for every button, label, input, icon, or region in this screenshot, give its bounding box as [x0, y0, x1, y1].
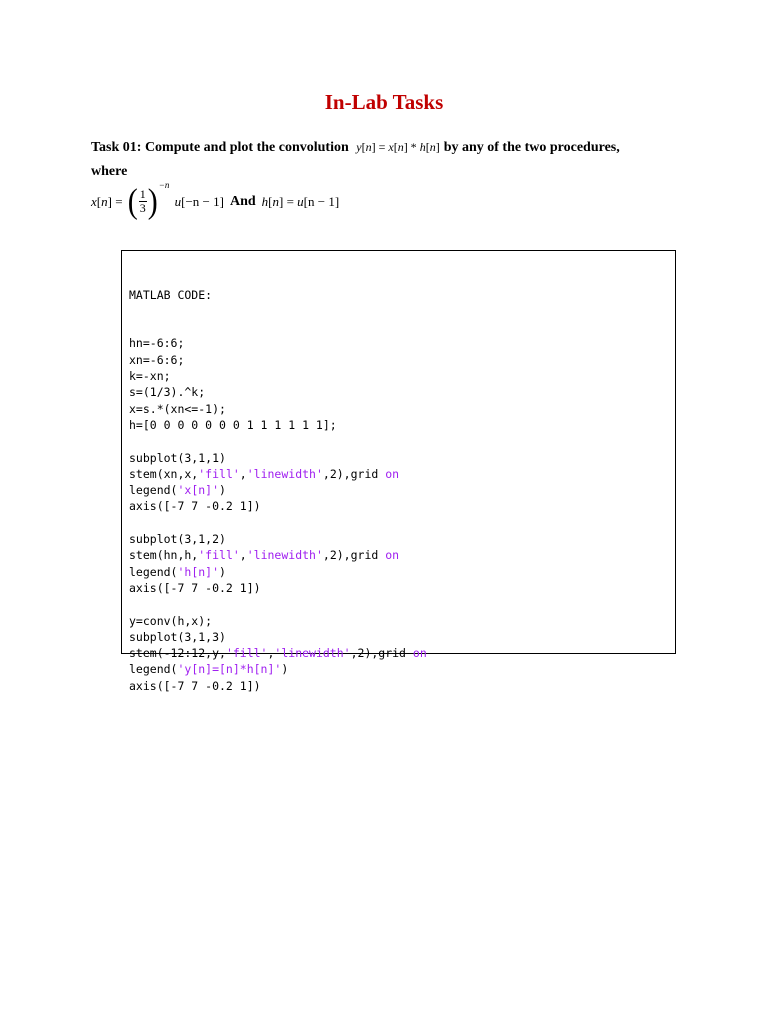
- h-lhs: h: [261, 194, 269, 209]
- code-text: hn=-6:6;: [129, 336, 185, 351]
- fraction: [139, 188, 147, 215]
- code-line: [129, 498, 427, 514]
- code-keyword: on: [385, 548, 400, 563]
- code-text: ): [219, 564, 226, 579]
- code-keyword: 'linewidth': [274, 646, 351, 661]
- code-line: [129, 384, 427, 400]
- code-line: [129, 580, 427, 596]
- code-line: [129, 466, 427, 482]
- code-text: ): [281, 662, 289, 677]
- and-label: And: [229, 194, 256, 209]
- matlab-code: [129, 254, 427, 694]
- code-line: [129, 433, 427, 449]
- code-text: legend(: [129, 662, 178, 677]
- code-keyword: 'linewidth': [246, 466, 323, 481]
- code-text: stem(xn,x,: [129, 466, 199, 481]
- code-keyword: 'fill': [198, 548, 240, 563]
- matlab-code-box: [121, 250, 676, 693]
- code-text: ,2),grid: [322, 548, 386, 563]
- code-line: [129, 531, 427, 547]
- code-keyword: 'linewidth': [246, 548, 323, 563]
- convolution-equation: y[n] = x[n] * h[n]: [356, 140, 440, 154]
- code-text: xn=-6:6;: [129, 352, 185, 367]
- h-rhs-u: u: [297, 194, 304, 209]
- code-text: k=-xn;: [129, 369, 171, 384]
- code-text: subplot(3,1,1): [129, 450, 226, 465]
- code-text: subplot(3,1,2): [129, 532, 226, 547]
- code-line: [129, 629, 427, 645]
- x-lhs-n: n: [101, 194, 108, 209]
- eq-n2: n: [397, 140, 404, 154]
- code-text: ,2),grid: [322, 466, 386, 481]
- code-line: [129, 645, 427, 661]
- task-where: where: [91, 164, 128, 179]
- code-keyword: 'y[n]=[n]*h[n]': [177, 662, 282, 677]
- code-line: [129, 401, 427, 417]
- code-line: [129, 417, 427, 433]
- code-text: y=conv(h,x);: [129, 613, 213, 628]
- code-text: legend(: [129, 564, 178, 579]
- code-text: h=[0 0 0 0 0 0 0 1 1 1 1 1 1];: [129, 417, 337, 432]
- code-line: [129, 661, 427, 677]
- code-text: axis([-7 7 -0.2 1]): [129, 580, 261, 595]
- eq-x: x: [388, 140, 394, 154]
- code-keyword: 'h[n]': [177, 564, 220, 579]
- code-line: [129, 613, 427, 629]
- task-prefix: Task 01: Compute and plot the convolution: [91, 140, 349, 155]
- code-keyword: on: [385, 466, 400, 481]
- code-line: [129, 368, 427, 384]
- fraction-numerator: 1: [139, 187, 146, 201]
- code-line: [129, 335, 427, 351]
- code-text: x=s.*(xn<=-1);: [129, 401, 226, 416]
- code-header: MATLAB CODE:: [129, 287, 213, 302]
- code-line: [129, 547, 427, 563]
- code-text: ,: [239, 466, 247, 481]
- code-text: stem(hn,h,: [129, 548, 199, 563]
- code-line: [129, 352, 427, 368]
- code-text: stem(-12:12,y,: [129, 646, 226, 661]
- code-text: ,: [267, 646, 275, 661]
- code-text: legend(: [129, 483, 178, 498]
- u-step: u: [174, 194, 182, 209]
- exponent: −n: [158, 180, 170, 190]
- eq-y: y: [356, 140, 362, 154]
- code-text: axis([-7 7 -0.2 1]): [129, 678, 261, 693]
- page-title: In-Lab Tasks: [324, 90, 444, 114]
- eq-n3: n: [429, 140, 436, 154]
- code-keyword: 'x[n]': [177, 483, 220, 498]
- code-line: [129, 564, 427, 580]
- fraction-power: ( $\frac{1}{3}$ ) −n: [127, 180, 170, 221]
- u-argument: [−n − 1]: [181, 194, 224, 209]
- task-statement: [91, 135, 679, 184]
- signal-definitions: x [ n ] = ( $\frac{1}{3}$ ) −n u [−n − 1] And h [ n ] = u [n − 1]: [91, 180, 340, 221]
- x-lhs: x: [91, 194, 97, 209]
- code-text: ,2),grid: [350, 646, 413, 661]
- eq-h: h: [419, 140, 426, 154]
- fraction-denominator: 3: [139, 201, 146, 215]
- task-suffix: by any of the two procedures,: [443, 140, 620, 155]
- code-text: ): [219, 483, 226, 498]
- code-line: [129, 678, 427, 694]
- code-keyword: 'fill': [225, 646, 268, 661]
- eq-n1: n: [365, 140, 372, 154]
- code-text: ,: [239, 548, 247, 563]
- code-keyword: on: [412, 646, 427, 661]
- h-rhs-argument: [n − 1]: [303, 194, 340, 209]
- code-text: subplot(3,1,3): [129, 629, 226, 644]
- code-line: [129, 596, 427, 612]
- code-text: s=(1/3).^k;: [129, 385, 206, 400]
- code-keyword: 'fill': [198, 466, 240, 481]
- code-text: axis([-7 7 -0.2 1]): [129, 499, 261, 514]
- h-lhs-n: n: [272, 194, 279, 209]
- code-line: [129, 515, 427, 531]
- code-line: [129, 450, 427, 466]
- code-line: [129, 482, 427, 498]
